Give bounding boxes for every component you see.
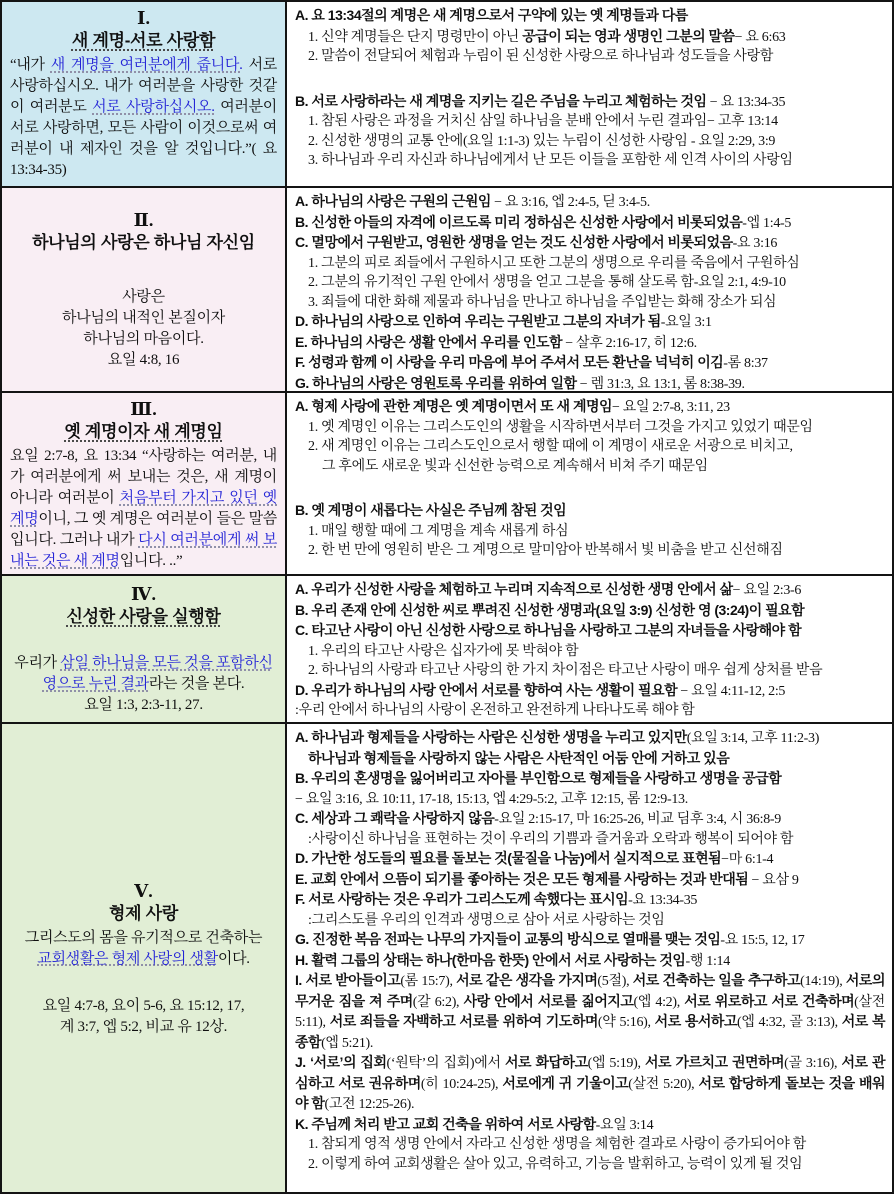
bold-text: 서로 복종함 bbox=[295, 1013, 885, 1050]
outline-line bbox=[293, 374, 885, 392]
bold-text: 서로 같은 생각을 가지며 bbox=[456, 972, 598, 988]
outline-line bbox=[293, 437, 885, 457]
left-paragraph bbox=[10, 695, 277, 716]
outline-line bbox=[293, 1115, 885, 1136]
text-segment: (엡 5:21). bbox=[321, 1035, 374, 1051]
text-segment: 1. 참되게 영적 생명 안에서 자라고 신성한 생명을 체험한 결과로 사랑이 증가되어야 함 bbox=[308, 1137, 806, 1152]
text-segment: :우리 안에서 하나님의 사랑이 온전하고 완전하게 나타나도록 해야 함 bbox=[295, 703, 695, 718]
text-segment: 하나님의 마음이다. bbox=[83, 331, 204, 347]
left-paragraph bbox=[10, 308, 277, 329]
bold-text: D. 우리가 하나님의 사랑 안에서 서로를 향하여 사는 생활이 필요함 bbox=[295, 681, 678, 698]
text-segment: 1. 매일 행할 때에 그 계명을 계속 새롭게 하심 bbox=[308, 523, 569, 539]
text-segment: 2. 하나님의 사랑과 타고난 사랑의 한 가지 차이점은 타고난 사랑이 매우 쉽게 상처를 받음 bbox=[308, 663, 823, 678]
text-segment: (롬 15:7), bbox=[400, 974, 457, 989]
bold-text: G. 하나님의 사랑은 영원토록 우리를 위하여 일함 bbox=[295, 374, 577, 391]
text-segment: 요일 4:8, 16 bbox=[107, 352, 180, 368]
outline-line bbox=[293, 353, 885, 374]
outline-line bbox=[293, 522, 885, 542]
text-segment: 1. 우리의 타고난 사랑은 십자가에 못 박혀야 함 bbox=[308, 643, 579, 659]
left-paragraph bbox=[10, 446, 277, 572]
text-segment: 요일 2:7-8, 요 13:34 “사랑하는 여러분, 내가 여러분에게 써 보내는 것은, 새 계명이 아니라 여러분이 bbox=[10, 448, 277, 506]
outline-line bbox=[293, 621, 885, 642]
text-segment: (14:19), bbox=[800, 974, 846, 989]
text-segment: 2. 이렇게 하여 교회생활은 살아 있고, 유력하고, 기능을 발휘하고, 능력이 있게 될 것임 bbox=[308, 1156, 803, 1172]
outline-line bbox=[293, 254, 885, 274]
text-segment: − 요 13:34-35 bbox=[706, 94, 786, 110]
text-segment: :그리스도를 우리의 인격과 생명으로 삼아 서로 사랑하는 것임 bbox=[308, 912, 665, 928]
left-paragraph bbox=[10, 653, 277, 695]
text-segment: 여러분이 서로 사랑하면, 모든 사람이 이것으로써 여러분이 내 제자인 것을 알 것입니다.”( 요 13:34-35) bbox=[10, 99, 277, 178]
bold-text: F. 성령과 함께 이 사랑을 우리 마음에 부어 주셔서 모든 환난을 넉넉히 이김 bbox=[295, 354, 724, 370]
bold-text: B. 우리의 혼생명을 잃어버리고 자아를 부인함으로 형제들을 사랑하고 생명을 공급함 bbox=[295, 770, 782, 786]
bold-text: 공급이 되는 영과 생명인 그분의 말씀 bbox=[522, 27, 735, 44]
outline-line bbox=[293, 213, 885, 234]
text-segment: (엡 4:2), bbox=[633, 994, 685, 1010]
bold-text: A. 우리가 신성한 사랑을 체험하고 누리며 지속적으로 신성한 생명 안에서 삶 bbox=[295, 581, 733, 597]
spacer bbox=[10, 631, 277, 653]
text-segment: (갈 6:2), bbox=[412, 994, 464, 1010]
text-segment: -요일 3:14 bbox=[595, 1117, 654, 1133]
section-content-cell bbox=[287, 2, 892, 186]
bold-text: 서로 가르치고 권면하며 bbox=[644, 1054, 785, 1070]
outline-line bbox=[293, 749, 885, 770]
text-segment: 1. 그분의 피로 죄들에서 구원하시고 또한 그분의 생명으로 우리를 죽음에서 구원하심 bbox=[308, 255, 800, 271]
text-segment: 이다. bbox=[217, 950, 250, 967]
bold-text: A. 하나님과 형제들을 사랑하는 사람은 신성한 생명을 누리고 있지만 bbox=[295, 729, 687, 745]
outline-line bbox=[293, 911, 885, 931]
table-row bbox=[2, 186, 892, 391]
outline-line bbox=[293, 501, 885, 522]
outline-line bbox=[293, 830, 885, 850]
left-paragraph bbox=[10, 287, 277, 308]
section-title-text: 하나님의 사랑은 하나님 자신임 bbox=[32, 233, 255, 252]
text-segment: (요일 3:14, 고후 11:2-3) bbox=[686, 731, 820, 746]
outline-line bbox=[293, 112, 885, 132]
highlighted-text: 처음부터 가지고 있던 옛 계명 bbox=[10, 490, 277, 527]
section-content-cell bbox=[287, 393, 892, 574]
text-segment: 요일 1:3, 2:3-11, 27. bbox=[84, 697, 203, 713]
highlighted-text: 다시 여러분에게 써 보내는 것은 새 계명 bbox=[10, 532, 278, 569]
text-segment: − 요 6:63 bbox=[734, 29, 786, 45]
text-segment: -행 1:14 bbox=[685, 953, 730, 969]
outline-line bbox=[293, 580, 885, 601]
outline-line bbox=[293, 809, 885, 830]
outline-line bbox=[293, 312, 885, 333]
outline-line bbox=[293, 601, 885, 622]
bold-text: 서로 위로하고 서로 건축하며 bbox=[684, 992, 855, 1009]
section-title bbox=[10, 902, 277, 926]
left-paragraph bbox=[10, 350, 277, 371]
outline-line bbox=[293, 790, 885, 810]
text-segment: 3. 죄들에 대한 화해 제물과 하나님을 만나고 하나님을 주입받는 화해 장소가 되심 bbox=[308, 294, 777, 310]
table-row bbox=[2, 574, 892, 722]
bold-text: A. 형제 사랑에 관한 계명은 옛 계명이면서 또 새 계명임 bbox=[295, 398, 613, 414]
text-segment: (5절), bbox=[597, 974, 633, 989]
section-title-text: 신성한 사랑을 실행함 bbox=[66, 607, 221, 626]
text-segment: 1. 신약 계명들은 단지 명령만이 아닌 bbox=[308, 29, 523, 45]
text-segment: 3. 하나님과 우리 자신과 하나님에게서 난 모든 이들을 포함한 세 인격 사이의 사랑임 bbox=[308, 153, 793, 168]
section-header-cell bbox=[2, 188, 287, 391]
bold-text: G. 진정한 복음 전파는 나무의 가지들이 교통의 방식으로 열매를 맺는 것임 bbox=[295, 931, 721, 947]
section-title bbox=[10, 605, 277, 629]
outline-line bbox=[293, 192, 885, 213]
outline-line bbox=[293, 293, 885, 313]
bold-text: B. 옛 계명이 새롭다는 사실은 주님께 참된 것임 bbox=[295, 502, 567, 518]
outline-line bbox=[293, 701, 885, 721]
text-segment: 2. 새 계명인 이유는 그리스도인으로서 행할 때에 이 계명이 새로운 서광으로 비치고, bbox=[308, 439, 793, 454]
section-header-cell bbox=[2, 2, 287, 186]
section-title-text: 옛 계명이자 새 계명임 bbox=[64, 422, 223, 441]
outline-line bbox=[293, 132, 885, 152]
text-segment: 입니다. ..” bbox=[119, 553, 183, 569]
bold-text: E. 하나님의 사랑은 생활 안에서 우리를 인도함 bbox=[295, 333, 562, 350]
highlighted-text: 새 계명을 여러분에게 줍니다. bbox=[50, 57, 243, 73]
outline-line bbox=[293, 1053, 885, 1115]
highlighted-text: 삼일 하나님을 모든 것을 포함하신 영으로 누린 결과 bbox=[42, 655, 273, 692]
outline-line bbox=[293, 457, 885, 477]
text-segment: 그리스도의 몸을 유기적으로 건축하는 bbox=[24, 929, 263, 946]
bold-text: B. 신성한 아들의 자격에 이르도록 미리 정하심은 신성한 사랑에서 비롯되었음 bbox=[295, 213, 743, 230]
text-segment: 2. 신성한 생명의 교통 안에(요일 1:1-3) 있는 누림이 신성한 사랑임 - 요일 2:29, 3:9 bbox=[308, 133, 776, 149]
bold-text: B. 서로 사랑하라는 새 계명을 지키는 길은 주님을 누리고 체험하는 것임 bbox=[295, 92, 707, 109]
text-segment: “내가 bbox=[10, 57, 51, 73]
text-segment: (살전 5:11), bbox=[295, 994, 885, 1030]
highlighted-text: 서로 사랑하십시오. bbox=[92, 99, 215, 115]
section-header-cell bbox=[2, 724, 287, 1192]
section-title bbox=[10, 29, 277, 53]
text-segment: :사랑이신 하나님을 표현하는 것이 우리의 기쁨과 즐거움과 오락과 행복이 되어야 함 bbox=[308, 831, 794, 847]
section-content-cell bbox=[287, 188, 892, 391]
bold-text: J. ‘서로’의 집회 bbox=[295, 1054, 387, 1070]
left-paragraph bbox=[10, 996, 277, 1017]
left-paragraph bbox=[10, 329, 277, 350]
section-header-cell bbox=[2, 576, 287, 722]
text-segment: 우리가 bbox=[14, 655, 61, 671]
text-segment: 사랑은 bbox=[122, 289, 165, 305]
left-paragraph bbox=[10, 928, 277, 949]
outline-line bbox=[293, 151, 885, 171]
section-numeral: Ⅲ. bbox=[130, 399, 157, 419]
text-segment: 2. 한 번 만에 영원히 받은 그 계명으로 말미암아 반복해서 빛 비춤을 받고 신선해짐 bbox=[308, 543, 783, 558]
section-numeral: Ⅳ. bbox=[131, 584, 156, 604]
outline-line bbox=[293, 769, 885, 790]
text-segment: (약 5:16), bbox=[597, 1015, 655, 1030]
section-numeral: Ⅱ. bbox=[133, 210, 154, 230]
bold-text: 서로 합당하게 돌보는 것을 배워야 함 bbox=[295, 1074, 886, 1111]
text-segment: 서로 사랑하십시오. 내가 여러분을 사랑한 것같이 여러분도 bbox=[10, 57, 277, 115]
text-segment: 요일 4:7-8, 요이 5-6, 요 15:12, 17, bbox=[42, 997, 245, 1014]
text-segment: − 요일 4:11-12, 2:5 bbox=[677, 683, 786, 699]
bold-text: 서로에게 귀 기울이고 bbox=[502, 1074, 629, 1091]
text-segment: 그 후에도 새로운 빛과 신선한 능력으로 계속해서 비쳐 주기 때문임 bbox=[322, 458, 708, 474]
text-segment: 계 3:7, 엡 5:2, 비교 유 12상. bbox=[59, 1018, 228, 1035]
outline-line bbox=[293, 870, 885, 891]
text-segment: −마 6:1-4 bbox=[721, 852, 774, 867]
text-segment: 2. 말씀이 전달되어 체험과 누림이 된 신성한 사랑으로 하나님과 성도들을 사랑함 bbox=[308, 49, 774, 64]
text-segment: -요 13:34-35 bbox=[628, 893, 698, 908]
bold-text: C. 타고난 사랑이 아닌 신성한 사랑으로 하나님을 사랑하고 그분의 자녀들을 사랑해야 함 bbox=[295, 622, 802, 638]
text-segment: (살전 5:20), bbox=[628, 1076, 699, 1092]
left-paragraph bbox=[10, 1017, 277, 1038]
bold-text: D. 하나님의 사랑으로 인하여 우리는 구원받고 그분의 자녀가 됨 bbox=[295, 313, 661, 329]
bold-text: E. 교회 안에서 으뜸이 되기를 좋아하는 것은 모든 형제를 사랑하는 것과 반대됨 bbox=[295, 870, 749, 887]
bold-text: 사랑 안에서 서로를 짊어지고 bbox=[463, 992, 634, 1009]
outline-line bbox=[293, 333, 885, 354]
bold-text: 서로의 무거운 짐을 져 주며 bbox=[295, 972, 885, 1009]
section-title bbox=[10, 420, 277, 444]
section-header-cell bbox=[2, 393, 287, 574]
bold-text: 서로 건축하는 일을 추구하고 bbox=[632, 972, 801, 988]
outline-line bbox=[293, 273, 885, 293]
outline-line bbox=[293, 92, 885, 113]
outline-line bbox=[293, 681, 885, 702]
text-segment: 하나님의 내적인 본질이자 bbox=[62, 310, 225, 326]
outline-line bbox=[293, 728, 885, 749]
text-segment: − 렘 31:3, 요 13:1, 롬 8:38-39. bbox=[576, 376, 745, 391]
bold-text: D. 가난한 성도들의 필요를 돌보는 것(물질을 나눔)에서 실지적으로 표현됨 bbox=[295, 850, 722, 866]
highlighted-text: 교회생활은 형제 사랑의 생활 bbox=[37, 950, 218, 967]
section-numeral: Ⅴ. bbox=[134, 880, 153, 901]
outline-line bbox=[293, 541, 885, 561]
text-segment: (골 3:16), bbox=[784, 1056, 842, 1071]
text-segment: 이니, 그 옛 계명은 여러분이 들은 말씀입니다. 그러나 내가 bbox=[10, 511, 277, 548]
outline-line bbox=[293, 951, 885, 972]
outline-line bbox=[293, 849, 885, 870]
text-segment: 1. 옛 계명인 이유는 그리스도인의 생활을 시작하면서부터 그것을 가지고 있었기 때문임 bbox=[308, 419, 813, 435]
bold-text: 서로 화답하고 bbox=[505, 1054, 588, 1070]
text-segment: -요일 2:15-17, 마 16:25-26, 비교 딤후 3:4, 시 36:8-9 bbox=[494, 812, 781, 827]
outline-line bbox=[293, 418, 885, 438]
outline-line bbox=[293, 6, 885, 27]
section-title-text: 새 계명-서로 사랑함 bbox=[71, 31, 216, 50]
outline-line bbox=[293, 1135, 885, 1155]
text-segment: (히 10:24-25), bbox=[420, 1076, 503, 1092]
table-row bbox=[2, 2, 892, 186]
text-segment: (엡 4:32, 골 3:13), bbox=[736, 1015, 842, 1030]
outline-line bbox=[293, 971, 885, 1053]
text-segment: − 요삼 9 bbox=[748, 872, 799, 888]
section-numeral: Ⅰ. bbox=[137, 8, 150, 28]
text-segment: -요 3:16 bbox=[732, 236, 778, 251]
bold-text: I. 서로 받아들이고 bbox=[295, 972, 401, 988]
text-segment: − 요일 3:16, 요 10:11, 17-18, 15:13, 엡 4:29-5:2, 고후 12:15, 롬 12:9-13. bbox=[295, 791, 688, 807]
text-segment: -엡 1:4-5 bbox=[742, 215, 792, 231]
spacer bbox=[10, 970, 277, 996]
text-segment: 2. 그분의 유기적인 구원 안에서 생명을 얻고 그분을 통해 살도록 함-요일 2:1, 4:9-10 bbox=[308, 275, 786, 290]
text-segment: (‘원탁’의 집회)에서 bbox=[386, 1056, 505, 1071]
bold-text: C. 세상과 그 쾌락을 사랑하지 않음 bbox=[295, 810, 495, 826]
text-segment: -요일 3:1 bbox=[660, 315, 712, 330]
outline-line bbox=[293, 930, 885, 951]
outline-line bbox=[293, 890, 885, 911]
text-segment: − 요일 2:3-6 bbox=[732, 583, 802, 598]
text-segment: 1. 참된 사랑은 과정을 거치신 삼일 하나님을 분배 안에서 누린 결과임− 고후 13:14 bbox=[308, 114, 778, 129]
outline-line bbox=[293, 47, 885, 67]
bold-text: C. 멸망에서 구원받고, 영원한 생명을 얻는 것도 신성한 사랑에서 비롯되었음 bbox=[295, 234, 733, 250]
text-segment: − 요 3:16, 엡 2:4-5, 딛 3:4-5. bbox=[490, 195, 650, 210]
section-content-cell bbox=[287, 576, 892, 722]
outline-line bbox=[293, 233, 885, 254]
outline-line bbox=[293, 27, 885, 48]
left-paragraph bbox=[10, 55, 277, 181]
outline-line bbox=[293, 661, 885, 681]
bold-text: K. 주님께 처리 받고 교회 건축을 위하여 서로 사랑함 bbox=[295, 1115, 596, 1132]
text-segment: (고전 12:25-26). bbox=[324, 1097, 415, 1112]
bold-text: H. 활력 그룹의 상태는 하나(한마음 한뜻) 안에서 서로 사랑하는 것임 bbox=[295, 951, 686, 968]
bold-text: 하나님과 형제들을 사랑하지 않는 사람은 사탄적인 어둠 안에 거하고 있음 bbox=[308, 749, 730, 766]
bold-text: 서로 죄들을 자백하고 서로를 위하여 기도하며 bbox=[329, 1013, 598, 1029]
bold-text: B. 우리 존재 안에 신성한 씨로 뿌려진 신성한 생명과(요일 3:9) 신성한 영 (3:24)이 필요함 bbox=[295, 601, 805, 618]
table-row bbox=[2, 722, 892, 1192]
text-segment: (엡 5:19), bbox=[587, 1056, 645, 1071]
table-row bbox=[2, 391, 892, 574]
section-content-cell bbox=[287, 724, 892, 1192]
bold-text: A. 하나님의 사랑은 구원의 근원임 bbox=[295, 193, 491, 209]
text-segment: -롬 8:37 bbox=[723, 356, 768, 371]
text-segment: -요 15:5, 12, 17 bbox=[720, 933, 805, 948]
section-title-text: 형제 사랑 bbox=[109, 903, 178, 923]
bold-text: 서로 용서하고 bbox=[654, 1013, 737, 1029]
bold-text: 서로 관심하고 서로 권유하며 bbox=[295, 1054, 885, 1091]
spacer bbox=[10, 257, 277, 287]
text-segment: − 요일 2:7-8, 3:11, 23 bbox=[612, 400, 730, 415]
bold-text: F. 서로 사랑하는 것은 우리가 그리스도께 속했다는 표시임 bbox=[295, 891, 629, 907]
outline-line bbox=[293, 397, 885, 418]
outline-line bbox=[293, 1155, 885, 1175]
text-segment: − 살후 2:16-17, 히 12:6. bbox=[562, 335, 697, 351]
left-paragraph bbox=[10, 949, 277, 970]
text-segment: 라는 것을 본다. bbox=[148, 676, 245, 692]
section-title bbox=[10, 231, 277, 255]
bold-text: A. 요 13:34절의 계명은 새 계명으로서 구약에 있는 옛 계명들과 다름 bbox=[295, 7, 688, 23]
outline-line bbox=[293, 642, 885, 662]
